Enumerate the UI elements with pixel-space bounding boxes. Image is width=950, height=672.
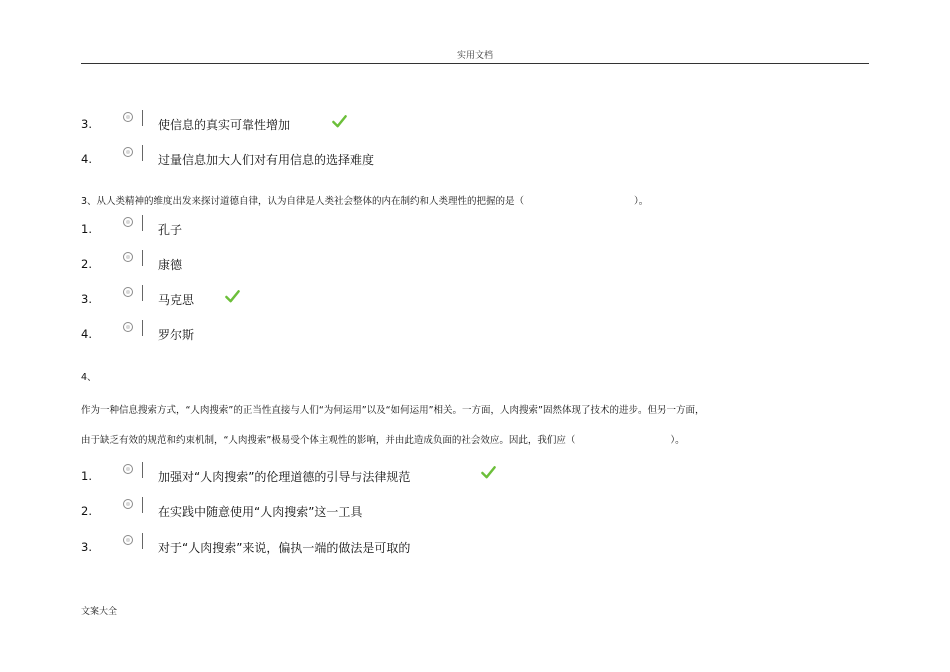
option-text: 对于“人肉搜索”来说，偏执一端的做法是可取的	[158, 541, 411, 555]
option-row	[0, 322, 600, 344]
page-footer: 文案大全	[81, 607, 118, 617]
option-divider	[142, 215, 143, 231]
radio-icon[interactable]	[123, 499, 133, 509]
option-number: 4.	[81, 152, 92, 166]
option-text: 使信息的真实可靠性增加	[158, 118, 291, 132]
option-divider	[142, 145, 143, 161]
radio-icon[interactable]	[123, 112, 133, 122]
radio-icon[interactable]	[123, 322, 133, 332]
option-row	[0, 252, 600, 274]
header-rule	[81, 63, 869, 64]
option-divider	[142, 497, 143, 513]
question-4-line1: 作为一种信息搜索方式，“人肉搜索”的正当性直接与人们“为何运用”以及“如何运用”相关。一方面，人肉搜索”固然体现了技术的进步。但另一方面，	[81, 405, 705, 416]
option-row	[0, 112, 600, 134]
page-header: 实用文档	[456, 51, 493, 61]
option-divider	[142, 320, 143, 336]
option-row	[0, 499, 600, 521]
option-row	[0, 535, 600, 557]
option-number: 4.	[81, 327, 92, 341]
radio-icon[interactable]	[123, 147, 133, 157]
option-row	[0, 464, 600, 486]
checkmark-icon	[225, 289, 240, 304]
option-divider	[142, 533, 143, 549]
option-number: 2.	[81, 257, 92, 271]
option-divider	[142, 462, 143, 478]
radio-icon[interactable]	[123, 217, 133, 227]
option-text: 加强对“人肉搜索”的伦理道德的引导与法律规范	[158, 470, 411, 484]
option-row	[0, 287, 600, 309]
option-divider	[142, 250, 143, 266]
option-number: 1.	[81, 222, 92, 236]
checkmark-icon	[481, 465, 496, 480]
radio-icon[interactable]	[123, 252, 133, 262]
question-4-close: ）。	[670, 435, 685, 446]
option-divider	[142, 110, 143, 126]
option-number: 2.	[81, 504, 92, 518]
option-text: 马克思	[158, 293, 195, 307]
option-text: 在实践中随意使用“人肉搜索”这一工具	[158, 505, 363, 519]
option-number: 3.	[81, 117, 92, 131]
option-divider	[142, 285, 143, 301]
question-3-close: ）。	[634, 196, 649, 207]
option-row	[0, 217, 600, 239]
option-number: 1.	[81, 469, 92, 483]
option-number: 3.	[81, 292, 92, 306]
question-4-line2	[81, 432, 685, 446]
option-text: 康德	[158, 258, 183, 272]
option-text: 孔子	[158, 223, 183, 237]
checkmark-icon	[332, 114, 347, 129]
question-4-number: 4、	[81, 372, 97, 383]
option-text: 过量信息加大人们对有用信息的选择难度	[158, 153, 375, 167]
option-row	[0, 147, 600, 169]
radio-icon[interactable]	[123, 464, 133, 474]
question-3-text	[81, 193, 648, 207]
option-number: 3.	[81, 540, 92, 554]
option-text: 罗尔斯	[158, 328, 195, 342]
question-4-stem: 由于缺乏有效的规范和约束机制，“人肉搜索”极易受个体主观性的影响，并由此造成负面的社会效应。因此，我们应（	[81, 435, 576, 446]
question-3-stem: 3、从人类精神的维度出发来探讨道德自律，认为自律是人类社会整体的内在制约和人类理性的把握的是（	[81, 196, 525, 207]
radio-icon[interactable]	[123, 287, 133, 297]
radio-icon[interactable]	[123, 535, 133, 545]
